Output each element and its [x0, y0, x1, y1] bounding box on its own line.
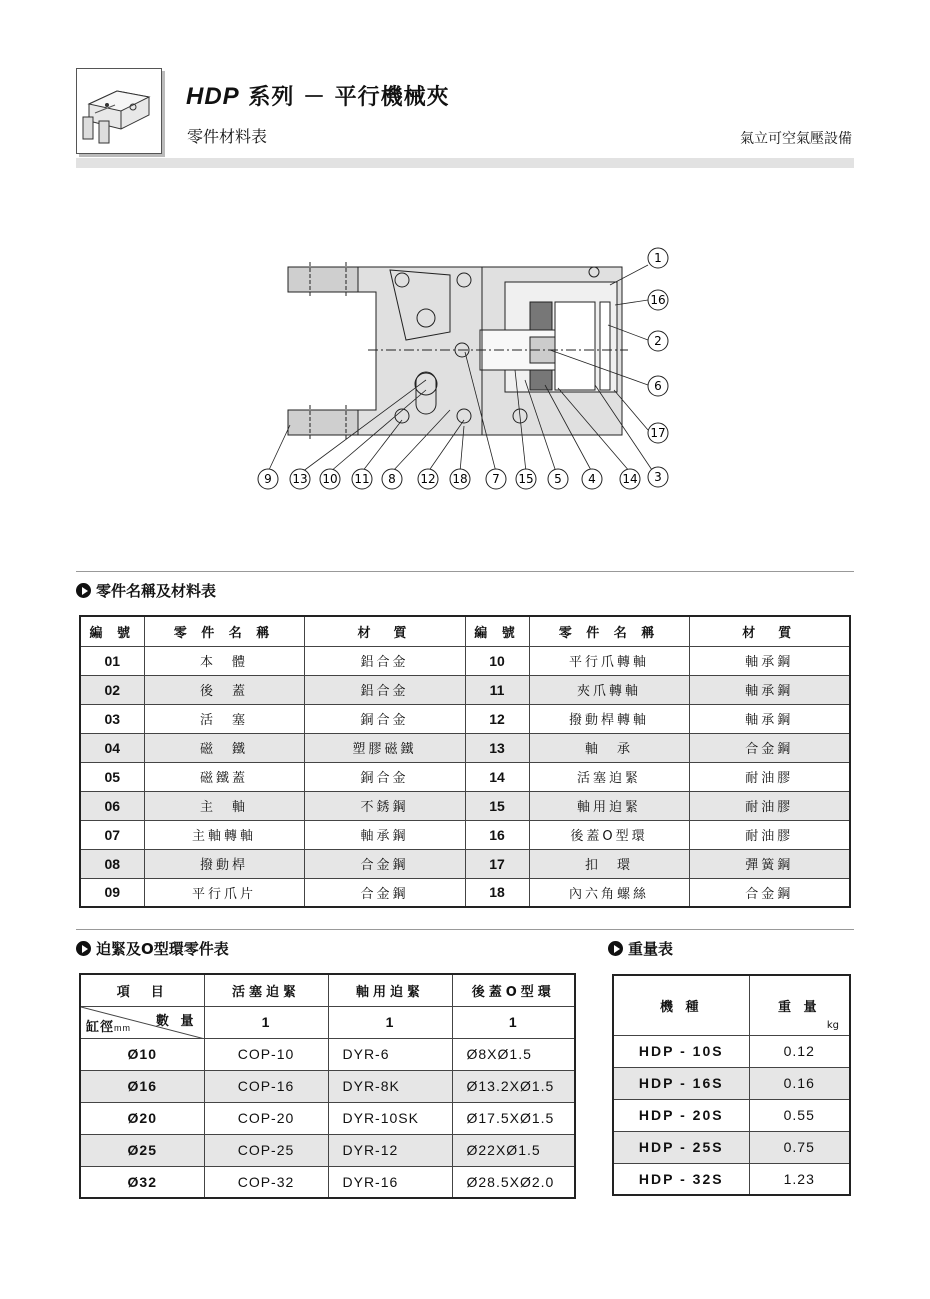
- rod-seal: DYR-6: [328, 1038, 452, 1070]
- svg-text:13: 13: [292, 472, 308, 486]
- piston-seal: COP-16: [204, 1070, 328, 1102]
- header-divider-bar: [76, 158, 854, 168]
- rod-seal: DYR-16: [328, 1166, 452, 1198]
- table-row: [80, 704, 850, 733]
- weight-header-text: 重 量: [777, 999, 821, 1015]
- model-name: HDP - 10S: [613, 1035, 749, 1067]
- table-row: [80, 733, 850, 762]
- svg-text:14: 14: [622, 472, 638, 486]
- rod-seal: DYR-12: [328, 1134, 452, 1166]
- part-name: 磁 鐵: [144, 733, 304, 762]
- bore-size: Ø25: [80, 1134, 204, 1166]
- title-text: 系列 － 平行機械夾: [239, 85, 450, 110]
- col-header: 編 號: [465, 616, 529, 646]
- series-name: HDP: [186, 83, 240, 110]
- part-number: 04: [80, 733, 144, 762]
- svg-text:17: 17: [650, 426, 666, 440]
- part-material: 合金鋼: [304, 849, 465, 878]
- table-row: [613, 1035, 850, 1067]
- table-row: [80, 1102, 575, 1134]
- bore-quantity-cell: [80, 1006, 204, 1038]
- part-material: 合金鋼: [304, 878, 465, 907]
- table-row: [80, 1070, 575, 1102]
- table-row: [80, 849, 850, 878]
- col-header: 材 質: [689, 616, 850, 646]
- part-name: 夾爪轉軸: [529, 675, 689, 704]
- bore-label: [86, 1016, 131, 1035]
- company-name: 氣立可空氣壓設備: [740, 131, 852, 147]
- weight-unit: kg: [826, 1019, 839, 1031]
- parts-section-heading: [76, 580, 216, 601]
- product-thumbnail: [76, 68, 162, 154]
- callout-10: [320, 469, 340, 489]
- svg-text:6: 6: [654, 379, 662, 393]
- callout-2: [648, 331, 668, 351]
- callout-14: [620, 469, 640, 489]
- part-material: 銅合金: [304, 704, 465, 733]
- oring-size: Ø22XØ1.5: [452, 1134, 575, 1166]
- quantity-value: 1: [328, 1006, 452, 1038]
- part-number: 15: [465, 791, 529, 820]
- part-name: 平行爪轉軸: [529, 646, 689, 675]
- part-name: 活 塞: [144, 704, 304, 733]
- play-bullet-icon: [76, 941, 91, 956]
- svg-text:15: 15: [518, 472, 534, 486]
- part-number: 11: [465, 675, 529, 704]
- svg-text:5: 5: [554, 472, 562, 486]
- part-name: 主 軸: [144, 791, 304, 820]
- svg-text:1: 1: [654, 251, 662, 265]
- svg-text:16: 16: [650, 293, 666, 307]
- oring-size: Ø17.5XØ1.5: [452, 1102, 575, 1134]
- part-number: 10: [465, 646, 529, 675]
- part-name: 內六角螺絲: [529, 878, 689, 907]
- parts-material-table: [79, 615, 851, 908]
- gripper-thumbnail-image: [77, 69, 160, 152]
- gripper-cross-section-diagram: [250, 240, 690, 500]
- part-material: 軸承鋼: [689, 646, 850, 675]
- part-name: 軸用迫緊: [529, 791, 689, 820]
- seal-oring-table: [79, 973, 576, 1199]
- section-divider: [76, 929, 854, 930]
- part-material: 合金鋼: [689, 733, 850, 762]
- svg-text:2: 2: [654, 334, 662, 348]
- piston-seal: COP-32: [204, 1166, 328, 1198]
- table-row: [613, 1099, 850, 1131]
- part-material: 耐油膠: [689, 820, 850, 849]
- table-row: [80, 646, 850, 675]
- callout-4: [582, 469, 602, 489]
- part-material: 軸承鋼: [304, 820, 465, 849]
- col-header: 機 種: [613, 975, 749, 1035]
- callout-17: [648, 423, 668, 443]
- part-material: 塑膠磁鐵: [304, 733, 465, 762]
- model-name: HDP - 25S: [613, 1131, 749, 1163]
- part-material: 銅合金: [304, 762, 465, 791]
- part-material: 合金鋼: [689, 878, 850, 907]
- part-material: 軸承鋼: [689, 704, 850, 733]
- callout-5: [548, 469, 568, 489]
- part-material: 軸承鋼: [689, 675, 850, 704]
- part-material: 彈簧鋼: [689, 849, 850, 878]
- weight-section-heading: [608, 938, 673, 959]
- table-row: [613, 1131, 850, 1163]
- table-header-row: [80, 616, 850, 646]
- table-header-row: [80, 974, 575, 1006]
- section-divider: [76, 571, 854, 572]
- play-bullet-icon: [76, 583, 91, 598]
- weight-value: 0.55: [749, 1099, 850, 1131]
- bore-size: Ø16: [80, 1070, 204, 1102]
- part-name: 扣 環: [529, 849, 689, 878]
- table-row: [80, 1038, 575, 1070]
- table-row: [80, 1134, 575, 1166]
- callout-11: [352, 469, 372, 489]
- weight-value: 0.12: [749, 1035, 850, 1067]
- seal-heading-text: 迫緊及O型環零件表: [96, 940, 229, 958]
- part-material: 耐油膠: [689, 762, 850, 791]
- piston-seal: COP-25: [204, 1134, 328, 1166]
- seal-section-heading: [76, 938, 229, 959]
- bore-size: Ø10: [80, 1038, 204, 1070]
- col-header: 活塞迫緊: [204, 974, 328, 1006]
- bore-unit: mm: [114, 1022, 132, 1033]
- svg-text:18: 18: [452, 472, 468, 486]
- callout-1: [648, 248, 668, 268]
- part-number: 07: [80, 820, 144, 849]
- table-row: [80, 820, 850, 849]
- bore-size: Ø20: [80, 1102, 204, 1134]
- callout-6: [648, 376, 668, 396]
- col-header: 後蓋O型環: [452, 974, 575, 1006]
- piston-seal: COP-10: [204, 1038, 328, 1070]
- col-header: 零 件 名 稱: [144, 616, 304, 646]
- part-name: 本 體: [144, 646, 304, 675]
- part-name: 軸 承: [529, 733, 689, 762]
- table-header-row: [613, 975, 850, 1035]
- play-bullet-icon: [608, 941, 623, 956]
- part-material: 不銹鋼: [304, 791, 465, 820]
- callout-15: [516, 469, 536, 489]
- svg-text:8: 8: [388, 472, 396, 486]
- part-name: 撥動桿: [144, 849, 304, 878]
- part-name: 平行爪片: [144, 878, 304, 907]
- col-header: 編 號: [80, 616, 144, 646]
- rod-seal: DYR-8K: [328, 1070, 452, 1102]
- model-name: HDP - 20S: [613, 1099, 749, 1131]
- quantity-value: 1: [204, 1006, 328, 1038]
- callout-16: [648, 290, 668, 310]
- part-material: 耐油膠: [689, 791, 850, 820]
- col-header: 軸用迫緊: [328, 974, 452, 1006]
- svg-text:10: 10: [322, 472, 338, 486]
- callout-9: [258, 469, 278, 489]
- table-row: [613, 1163, 850, 1195]
- weight-value: 1.23: [749, 1163, 850, 1195]
- part-number: 18: [465, 878, 529, 907]
- table-row: [80, 878, 850, 907]
- weight-value: 0.16: [749, 1067, 850, 1099]
- quantity-label: 數 量: [155, 1012, 198, 1028]
- part-material: 鋁合金: [304, 646, 465, 675]
- part-number: 03: [80, 704, 144, 733]
- col-header-weight: [749, 975, 850, 1035]
- svg-text:4: 4: [588, 472, 596, 486]
- part-number: 14: [465, 762, 529, 791]
- svg-text:7: 7: [492, 472, 500, 486]
- model-name: HDP - 32S: [613, 1163, 749, 1195]
- callout-18: [450, 469, 470, 489]
- part-name: 活塞迫緊: [529, 762, 689, 791]
- callout-13: [290, 469, 310, 489]
- part-number: 08: [80, 849, 144, 878]
- callout-8: [382, 469, 402, 489]
- col-header: 項 目: [80, 974, 204, 1006]
- part-material: 鋁合金: [304, 675, 465, 704]
- weight-table: [612, 974, 851, 1196]
- part-number: 05: [80, 762, 144, 791]
- bore-size: Ø32: [80, 1166, 204, 1198]
- table-row: [80, 675, 850, 704]
- part-number: 13: [465, 733, 529, 762]
- table-row: [613, 1067, 850, 1099]
- col-header: 材 質: [304, 616, 465, 646]
- part-number: 02: [80, 675, 144, 704]
- svg-text:3: 3: [654, 470, 662, 484]
- table-row: [80, 791, 850, 820]
- page-subtitle: 零件材料表: [187, 127, 268, 146]
- part-number: 01: [80, 646, 144, 675]
- svg-text:11: 11: [354, 472, 370, 486]
- weight-value: 0.75: [749, 1131, 850, 1163]
- part-number: 12: [465, 704, 529, 733]
- part-number: 09: [80, 878, 144, 907]
- piston-seal: COP-20: [204, 1102, 328, 1134]
- bore-label-text: 缸徑: [86, 1018, 115, 1034]
- oring-size: Ø13.2XØ1.5: [452, 1070, 575, 1102]
- quantity-value: 1: [452, 1006, 575, 1038]
- oring-size: Ø8XØ1.5: [452, 1038, 575, 1070]
- part-name: 磁鐵蓋: [144, 762, 304, 791]
- svg-text:9: 9: [264, 472, 272, 486]
- parts-heading-text: 零件名稱及材料表: [96, 582, 217, 600]
- part-name: 後蓋O型環: [529, 820, 689, 849]
- part-number: 06: [80, 791, 144, 820]
- col-header: 零 件 名 稱: [529, 616, 689, 646]
- part-name: 撥動桿轉軸: [529, 704, 689, 733]
- weight-heading-text: 重量表: [628, 940, 674, 958]
- page-title: [186, 80, 450, 111]
- table-row: [80, 1166, 575, 1198]
- oring-size: Ø28.5XØ2.0: [452, 1166, 575, 1198]
- part-name: 主軸轉軸: [144, 820, 304, 849]
- table-row: [80, 762, 850, 791]
- quantity-row: [80, 1006, 575, 1038]
- callout-12: [418, 469, 438, 489]
- model-name: HDP - 16S: [613, 1067, 749, 1099]
- part-number: 16: [465, 820, 529, 849]
- part-name: 後 蓋: [144, 675, 304, 704]
- callout-3: [648, 467, 668, 487]
- rod-seal: DYR-10SK: [328, 1102, 452, 1134]
- part-number: 17: [465, 849, 529, 878]
- callout-7: [486, 469, 506, 489]
- svg-text:12: 12: [420, 472, 436, 486]
